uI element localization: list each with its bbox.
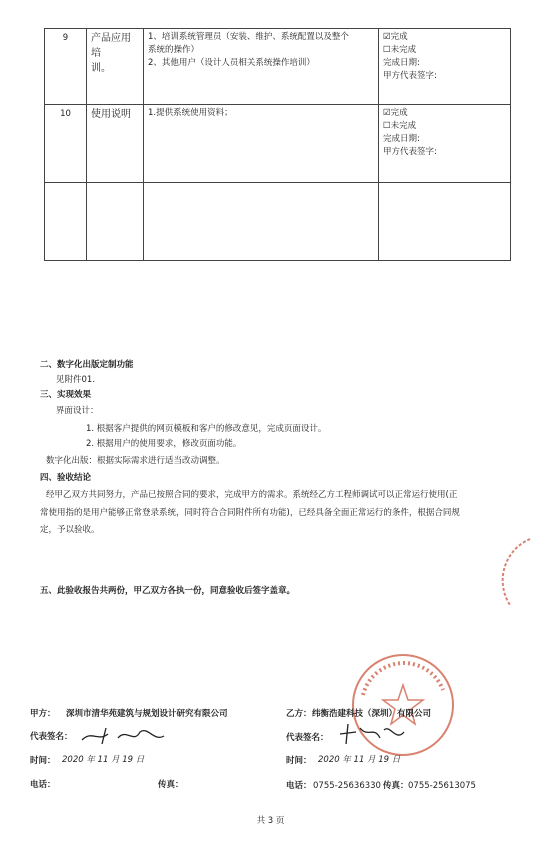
row-content: 1、培训系统管理员（安装、维护、系统配置以及整个 系统的操作） 2、其他用户（设计人员相关系统操作培训）: [144, 29, 379, 105]
conclusion-line: 经甲乙双方共同努力，产品已按照合同的要求，完成甲方的需求。系统经乙方工程师调试可以正常运行使用(正: [46, 490, 458, 500]
party-b-name: 纬衡浩建科技（深圳）有限公司: [312, 709, 432, 719]
party-a-fax-label: 传真：: [158, 780, 184, 790]
party-a-time-label: 时间：: [30, 756, 56, 766]
page-footer: 共 3 页: [256, 816, 285, 826]
row-number: 9: [45, 29, 87, 105]
party-b-phone-label: 电话：: [286, 781, 312, 791]
party-b-rep-label: 代表签名：: [286, 733, 329, 743]
conclusion-line: 常使用指的是用户能够正常登录系统，同时符合合同附件所有功能)，已经具备全面正常运行的条件，根据合同规: [40, 508, 460, 518]
ui-design-label: 界面设计：: [56, 406, 99, 416]
party-a-name: 深圳市清华苑建筑与规划设计研究有限公司: [66, 709, 228, 719]
party-b-time-value: 2020 年 11 月 19 日: [318, 755, 401, 765]
party-b-phone-value: 0755-25636330: [313, 781, 381, 791]
section-5-title: 五、此验收报告共两份，甲乙双方各执一份，同意验收后签字盖章。: [40, 586, 296, 596]
list-item: 1. 根据客户提供的网页模板和客户的修改意见，完成页面设计。: [86, 424, 327, 434]
digital-publishing-text: 数字化出版：根据实际需求进行适当改动调整。: [46, 456, 225, 466]
row-content: 1.提供系统使用资料；: [144, 105, 379, 183]
section-2-title: 二、数字化出版定制功能: [40, 360, 134, 370]
party-a-rep-label: 代表签名：: [30, 732, 73, 742]
acceptance-table: [44, 28, 511, 261]
party-a-signature: [78, 722, 168, 750]
checked-box-icon: ☑: [383, 32, 391, 42]
unchecked-box-icon: ☐: [383, 45, 391, 55]
row-item: 产品应用培 训。: [87, 29, 144, 105]
partial-seal-icon: [470, 535, 540, 615]
row-status: ☑完成 ☐未完成 完成日期: 甲方代表签字:: [379, 29, 511, 105]
unchecked-box-icon: ☐: [383, 121, 391, 131]
table-row: [45, 183, 511, 261]
section-2-body: 见附件01.: [56, 375, 96, 385]
section-3-title: 三、实现效果: [40, 390, 92, 400]
party-a-phone-label: 电话：: [30, 780, 56, 790]
party-a-time-value: 2020 年 11 月 19 日: [62, 755, 145, 765]
row-item: 使用说明: [87, 105, 144, 183]
section-4-title: 四、验收结论: [40, 473, 92, 483]
row-number: 10: [45, 105, 87, 183]
party-b-label: 乙方：: [286, 709, 312, 719]
party-b-fax-label: 传真：: [383, 781, 409, 791]
checked-box-icon: ☑: [383, 108, 391, 118]
party-a-label: 甲方：: [30, 709, 56, 719]
party-b-fax-value: 0755-25613075: [408, 781, 476, 791]
table-row: [45, 105, 511, 183]
party-b-time-label: 时间：: [286, 756, 312, 766]
conclusion-line: 定，予以验收。: [40, 525, 100, 535]
table-row: [45, 29, 511, 105]
row-status: ☑完成 ☐未完成 完成日期: 甲方代表签字:: [379, 105, 511, 183]
party-b-signature: [334, 720, 414, 748]
list-item: 2. 根据用户的使用要求，修改页面功能。: [86, 439, 242, 449]
